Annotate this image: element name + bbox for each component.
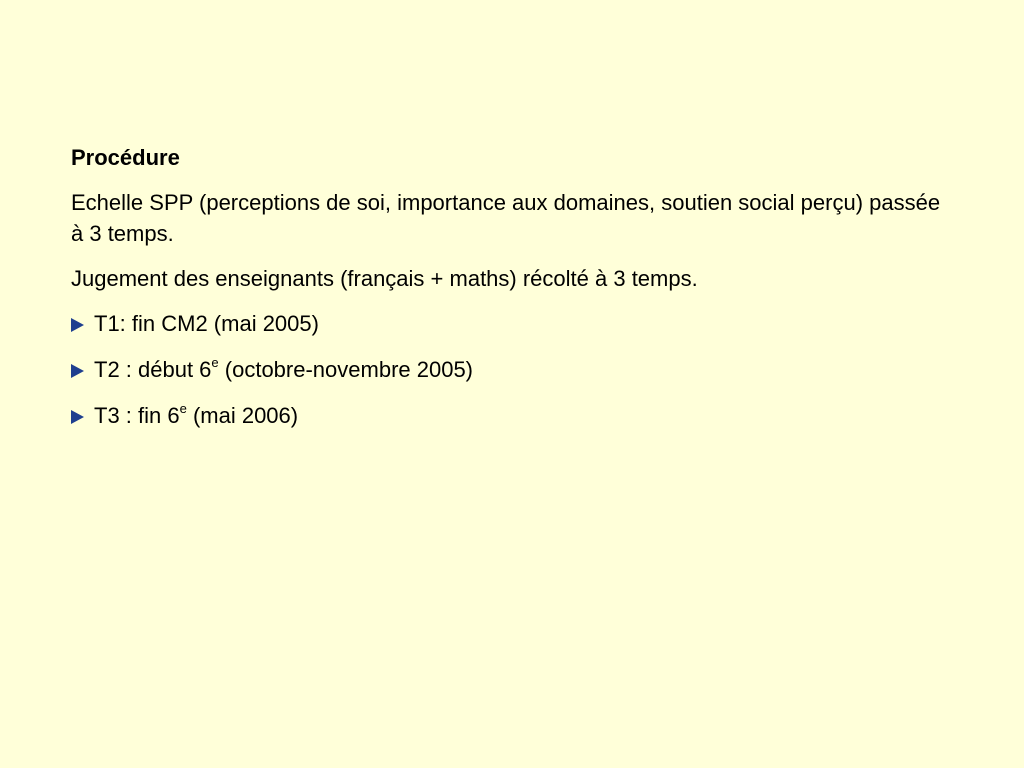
- bullet-arrow-icon: [71, 364, 84, 378]
- slide-content: [71, 142, 951, 446]
- bullet-text-main: T3 : fin 6: [94, 403, 180, 428]
- bullet-item-t1: [71, 308, 951, 339]
- slide-heading: Procédure: [71, 145, 180, 170]
- bullet-text: [94, 354, 473, 385]
- bullet-arrow-icon: [71, 318, 84, 332]
- bullet-text-rest: (mai 2006): [186, 403, 299, 428]
- bullet-arrow-icon: [71, 410, 84, 424]
- bullet-item-t2: [71, 354, 951, 385]
- superscript: e: [211, 354, 219, 370]
- bullet-text: [94, 400, 298, 431]
- bullet-item-t3: [71, 400, 951, 431]
- superscript: e: [179, 400, 187, 416]
- paragraph-teacher-judgement: Jugement des enseignants (français + maths) récolté à 3 temps.: [71, 266, 698, 291]
- paragraph-spp-scale: Echelle SPP (perceptions de soi, importance aux domaines, soutien social perçu) passée à 3 temps.: [71, 190, 941, 246]
- bullet-text-rest: (octobre-novembre 2005): [218, 357, 474, 382]
- bullet-text-main: T2 : début 6: [94, 357, 212, 382]
- bullet-text: T1: fin CM2 (mai 2005): [94, 311, 319, 336]
